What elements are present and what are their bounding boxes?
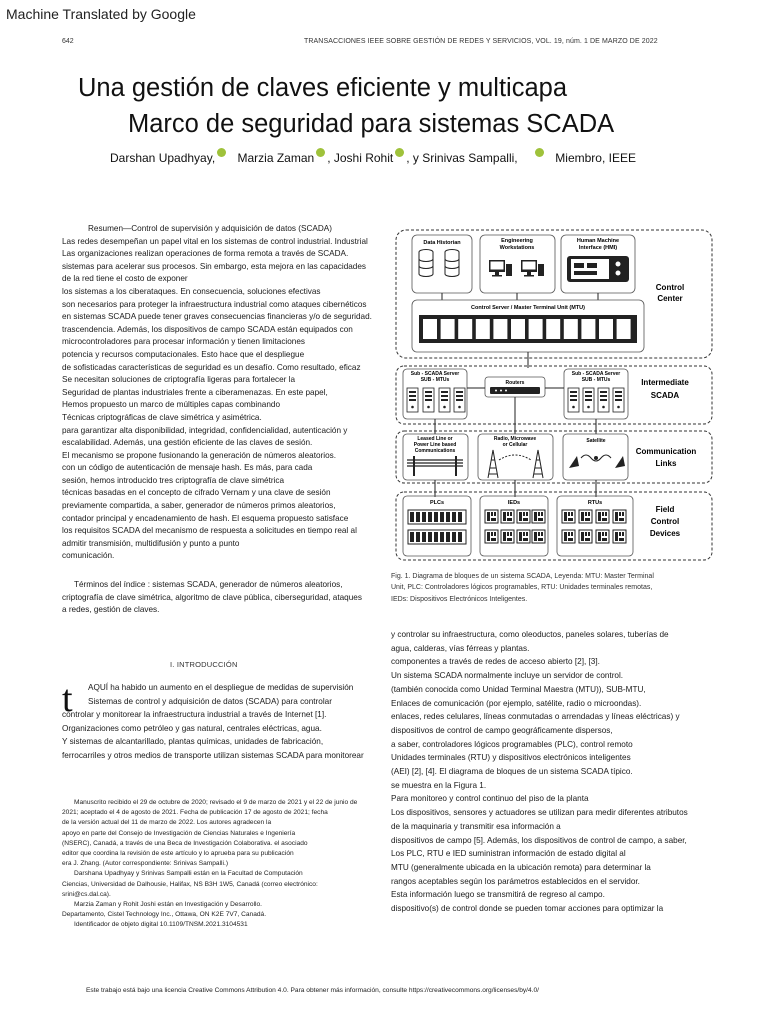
intro-line: ferrocarriles y otros medios de transporte utilizan sistemas SCADA para monitorear (62, 750, 364, 760)
abstract-line: Seguridad de plantas industriales frente a ciberamenazas. En este papel, (62, 387, 328, 397)
caption-line: IEDs: Dispositivos Electrónicos Inteligentes. (391, 595, 528, 603)
author-name: Darshan Upadhyay, (110, 151, 216, 165)
orcid-icon[interactable] (316, 148, 325, 157)
paper-title-line-2: Marco de seguridad para sistemas SCADA (128, 110, 615, 138)
workstation-icon (489, 260, 544, 277)
router-icon (490, 387, 540, 394)
author-name: Marzia Zaman (237, 151, 315, 165)
label-workstations: Workstations (499, 245, 535, 251)
label-field-3: Devices (649, 529, 681, 538)
caption-line: Fig. 1. Diagrama de bloques de un sistema SCADA, Leyenda: MTU: Master Terminal (391, 573, 654, 580)
label-comm-links-1: Communication (635, 447, 697, 456)
label-intermediate-1: Intermediate (641, 378, 689, 387)
label-leased-3: Communications (414, 448, 456, 454)
mtu-server-unit (599, 319, 613, 339)
drop-cap: t (62, 678, 73, 720)
hmi-icon (567, 256, 629, 282)
body-text-line: dispositivos de campo [5]. Además, los dispositivos de control de campo, a saber, (391, 835, 687, 845)
abstract-line: Se necesitan soluciones de criptografía ligeras para fortalecer la (62, 375, 296, 385)
body-text-line: de la maquinaria y transmitir esa información a (391, 821, 561, 831)
abstract-line: Hemos propuesto un marco de múltiples capas combinando (62, 400, 280, 410)
mtu-server-unit (617, 319, 631, 339)
body-text-line: Enlaces de comunicación (por ejemplo, satélite, radio o microondas). (391, 698, 642, 708)
body-text-line: Un sistema SCADA normalmente incluye un servidor de control. (391, 671, 624, 681)
body-text-line: MTU (generalmente ubicada en la ubicación remota) para determinar la (391, 862, 651, 872)
footnotes (62, 798, 357, 931)
label-sub-server-right-2: SUB - MTUs (581, 377, 611, 383)
label-routers: Routers (505, 380, 525, 386)
label-plcs: PLCs (429, 500, 445, 506)
body-text-line: Unidades terminales (RTU) y dispositivos electrónicos inteligentes (391, 753, 631, 763)
body-text-line: a saber, controladores lógicos programables (PLC), control remoto (391, 739, 633, 749)
journal-header: TRANSACCIONES IEEE SOBRE GESTIÓN DE REDES Y SERVICIOS, VOL. 19, núm. 1 DE MARZO DE 2022 (304, 38, 658, 45)
footnote-line: Manuscrito recibido el 29 de octubre de 2020; revisado el 9 de marzo de 2021 y el 22 de junio de (74, 799, 358, 806)
radio-tower-icon (488, 450, 543, 478)
orcid-icon[interactable] (535, 148, 544, 157)
body-text-line: Esta información luego se transmitirá de regreso al campo. (391, 890, 605, 900)
abstract-line: los requisitos SCADA del mecanismo de respuesta a solicitudes en tiempo real al (62, 526, 357, 536)
abstract-line: comunicación. (62, 551, 115, 561)
abstract-line: admitir transmisión, multidifusión y punto a punto (62, 538, 240, 548)
figure-caption (391, 571, 654, 605)
orcid-icon[interactable] (217, 148, 226, 157)
footnote-line: Departamento, Cistel Technology Inc., Ottawa, ON K2E 7V7, Canadá. (62, 911, 267, 919)
abstract (62, 223, 372, 563)
footnote-line: Marzia Zaman y Rohit Joshi están en Investigación y Desarrollo. (74, 901, 263, 909)
footnote-line: srini@cs.dal.ca). (62, 890, 111, 898)
label-hmi-2: Interface (HMI) (578, 245, 618, 251)
mtu-server-unit (458, 319, 472, 339)
index-term-line: a redes, gestión de claves. (62, 605, 160, 615)
power-line-icon (407, 456, 463, 476)
label-control-center-2: Center (657, 294, 683, 303)
machine-translation-banner: Machine Translated by Google (6, 6, 196, 22)
footnote-line: de la versión actual del 11 de marzo de 2022. Los autores agradecen la (62, 819, 272, 827)
database-icon (419, 250, 459, 277)
index-terms (62, 579, 362, 617)
body-text-line: se muestra en la Figura 1. (391, 780, 487, 790)
caption-line: Unit, PLC: Controladores lógicos programables, RTU: Unidades terminales remotas, (391, 584, 653, 592)
mtu-server-rack (419, 315, 637, 343)
label-engineering: Engineering (501, 238, 533, 244)
sub-mtu-servers-right (568, 388, 624, 412)
label-field-2: Control (650, 517, 680, 526)
label-sub-server-left-2: SUB - MTUs (420, 377, 450, 383)
abstract-line: escalabilidad. Además, una gestión eficiente de las claves de sesión. (62, 438, 313, 448)
footnote-line: Darshana Upadhyay y Srinivas Sampalli están en la Facultad de Computación (74, 870, 303, 878)
plc-icon (408, 510, 466, 544)
body-text-line: dispositivo(s) de control donde se pueden tomar acciones para optimizar la (391, 904, 664, 914)
abstract-line: previamente compartida, a saber, generador de números primos aleatorios, (62, 501, 336, 511)
abstract-line: trascendencia. Además, los dispositivos de campo SCADA están equipados con (62, 324, 353, 334)
author-name: , y Srinivas Sampalli, (406, 151, 518, 165)
intro-line: controlar y monitorear la infraestructura industrial a través de Internet [1]. (62, 710, 327, 719)
orcid-icon[interactable] (395, 148, 404, 157)
right-column-text (391, 628, 688, 916)
footnote-line: editor que coordina la revisión de este artículo y lo aprueba para su publicación (62, 850, 294, 858)
footnote-line: apoyo en parte del Consejo de Investigación de Ciencias Naturales e Ingeniería (62, 829, 296, 837)
label-leased-1: Leased Line or (417, 436, 453, 442)
body-text-line: Los dispositivos, sensores y actuadores se utilizan para medir diferentes atributos (391, 808, 688, 818)
rtu-icon (562, 510, 626, 543)
intro-line: AQUÍ ha habido un aumento en el despliegue de medidas de supervisión (88, 683, 354, 692)
author-list (110, 151, 636, 165)
abstract-line: microcontroladores para procesar información y tienen limitaciones (62, 337, 306, 347)
introduction-text (62, 678, 364, 762)
label-radio-1: Radio, Microwave (493, 436, 537, 442)
author-affiliation: Miembro, IEEE (555, 151, 636, 165)
index-term-line: criptografía de clave simétrica, algoritmo de clave pública, ciberseguridad, ataques (62, 592, 362, 602)
body-text-line: enlaces, redes celulares, líneas conmutadas o arrendadas y líneas eléctricas) y (391, 712, 680, 722)
license-footer: Este trabajo está bajo una licencia Creative Commons Attribution 4.0. Para obtener más información, consulte https://creativecommons.org/licenses/by/4.0/ (86, 987, 539, 994)
footnote-line: Identificador de objeto digital 10.1109/TNSM.2021.3104531 (74, 921, 248, 929)
abstract-line: con un código de autenticación de mensaje hash. Es más, para cada (62, 463, 313, 473)
body-text-line: rangos aceptables según los parámetros establecidos en el servidor. (391, 876, 640, 886)
index-term-line: Términos del índice : sistemas SCADA, generador de números aleatorios, (74, 580, 343, 589)
label-hmi-1: Human Machine (576, 238, 620, 244)
mtu-server-unit (423, 319, 437, 339)
label-rtus: RTUs (587, 500, 603, 506)
mtu-server-unit (529, 319, 543, 339)
body-text-line: y controlar su infraestructura, como oleoductos, paneles solares, tuberías de (391, 630, 669, 639)
section-heading-introduction: I. INTRODUCCIÓN (170, 660, 238, 669)
scada-block-diagram (393, 228, 715, 565)
body-text-line: Para monitoreo y control continuo del piso de la planta (391, 794, 589, 804)
mtu-server-unit (476, 319, 490, 339)
intro-line: Organizaciones como petróleo y gas natural, centrales eléctricas, agua. (62, 723, 322, 733)
mtu-server-unit (546, 319, 560, 339)
label-leased-2: Power Line based (413, 442, 457, 448)
label-sub-server-left-1: Sub - SCADA Server (410, 371, 460, 377)
body-text-line: (AEI) [2], [4]. El diagrama de bloques de un sistema SCADA típico. (391, 767, 633, 777)
footnote-line: era J. Zhang. (Autor correspondiente: Srinivas Sampalli.) (62, 860, 229, 868)
label-sub-server-right-1: Sub - SCADA Server (571, 371, 621, 377)
abstract-line: Resumen—Control de supervisión y adquisición de datos (SCADA) (88, 224, 332, 233)
label-intermediate-2: SCADA (650, 391, 680, 400)
abstract-line: sistemas para acelerar sus procesos. Sin embargo, esta mejora en las capacidades (62, 261, 367, 271)
body-text-line: Los PLC, RTU e IED suministran información de estado digital al (391, 849, 626, 859)
mtu-server-unit (441, 319, 455, 339)
ied-icon (485, 510, 545, 543)
label-data-historian: Data Historian (423, 240, 461, 246)
mtu-server-unit (511, 319, 525, 339)
mtu-server-unit (581, 319, 595, 339)
paper-title-line-1: Una gestión de claves eficiente y multicapa (78, 74, 568, 102)
body-text-line: componentes a través de redes de acceso abierto [2], [3]. (391, 657, 600, 667)
body-text-line: (también conocida como Unidad Terminal Maestra (MTU)), SUB-MTU, (391, 684, 646, 694)
sub-mtu-servers-left (407, 388, 465, 412)
intro-line: Sistemas de control y adquisición de datos (SCADA) para controlar (88, 696, 332, 706)
label-ieds: IEDs (507, 500, 521, 506)
abstract-line: en sistemas SCADA puede tener graves consecuencias financieras y/o de seguridad. (62, 312, 372, 322)
mtu-server-unit (564, 319, 578, 339)
label-field-1: Field (655, 505, 675, 514)
label-radio-2: or Cellular (502, 442, 528, 448)
label-control-server: Control Server / Master Terminal Unit (MTU) (471, 305, 585, 311)
body-text-line: agua, calderas, vías férreas y plantas. (391, 643, 530, 653)
abstract-line: los sistemas a los ciberataques. En consecuencia, soluciones efectivas (62, 286, 321, 296)
label-comm-links-2: Links (655, 459, 677, 468)
mtu-server-unit (493, 319, 507, 339)
abstract-line: para garantizar alta disponibilidad, integridad, confidencialidad, autenticación y (62, 425, 348, 435)
label-control-center-1: Control (655, 283, 685, 292)
abstract-line: potencia y recursos computacionales. Esto hace que el despliegue (62, 349, 305, 359)
satellite-icon (569, 455, 625, 468)
footnote-line: Ciencias, Universidad de Dalhousie, Halifax, NS B3H 1W5, Canadá (correo electrónico: (62, 880, 318, 888)
abstract-line: contador principal y encadenamiento de hash. El esquema propuesto satisface (62, 513, 349, 523)
abstract-line: Las redes desempeñan un papel vital en los sistemas de control industrial. Industrial (62, 236, 368, 246)
footnote-line: 2021; aceptado el 4 de agosto de 2021. Fecha de publicación 17 de agosto de 2021; fecha (62, 809, 328, 817)
label-satellite: Satellite (586, 438, 606, 444)
abstract-line: son necesarios para proteger la infraestructura industrial como ataques cibernéticos (62, 299, 367, 309)
abstract-line: sesión, hemos introducido tres criptografía de clave simétrica (62, 475, 285, 485)
author-name: , Joshi Rohit (327, 151, 394, 165)
abstract-line: El mecanismo se propone fusionando la generación de números aleatorios. (62, 450, 336, 460)
abstract-line: técnicas basadas en el concepto de cifrado Vernam y una clave de sesión (62, 488, 331, 498)
footnote-line: (NSERC), Canadá, a través de una Beca de Investigación Colaborativa. el asociado (62, 839, 308, 847)
body-text-line: dispositivos de control de campo geográficamente dispersos, (391, 725, 613, 735)
abstract-line: de sofisticadas características de seguridad es un desafío. Como resultado, eficaz (62, 362, 361, 372)
abstract-line: de la red tiene el costo de exponer (62, 274, 188, 284)
intro-line: Y sistemas de alcantarillado, plantas químicas, unidades de fabricación, (62, 737, 324, 746)
abstract-line: Las organizaciones realizan operaciones de forma remota a través de SCADA. (62, 249, 349, 259)
abstract-line: Técnicas criptográficas de clave simétrica y asimétrica. (62, 412, 262, 422)
page-number: 642 (62, 38, 74, 45)
